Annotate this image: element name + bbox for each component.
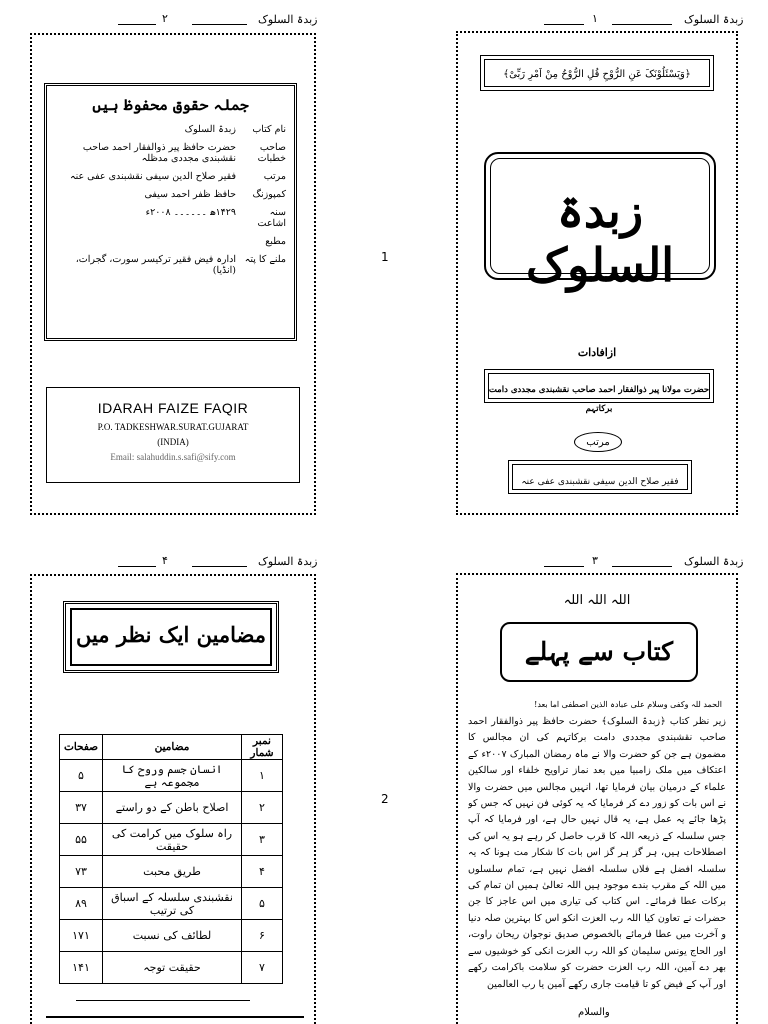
page-3-header-title: زبدۃ السلوک (684, 555, 744, 568)
copyright-row-7 (55, 254, 286, 276)
copyright-row-3 (55, 171, 286, 182)
row-page: ۵ (60, 760, 103, 792)
section-title-box (500, 622, 698, 682)
row-topic: انسان جسم وروح کا مجموعہ ہے (103, 760, 242, 792)
publisher-country: (INDIA) (157, 437, 189, 447)
row-label: مطبع (265, 236, 286, 247)
closing-salutation: والسلام (578, 1007, 610, 1018)
page-4-header-title: زبدۃ السلوک (258, 555, 318, 568)
book-title: زبدۃ السلوک (526, 184, 674, 292)
row-value: ادارہ فیض فقیر ترکیسر سورت، گجرات، (انڈیا) (75, 254, 236, 276)
publisher-address: P.O. TADKESHWAR.SURAT.GUJARAT (97, 422, 249, 432)
row-topic: اصلاح باطن کے دو راستے (103, 792, 242, 824)
publisher-name: IDARAH FAIZE FAQIR (97, 400, 249, 416)
toc-table (59, 734, 283, 984)
publisher-box (46, 387, 300, 483)
verse-text: ﴿وَیَسْئَلُوْنَکَ عَنِ الرُّوْحِ قُلِ الرُّوْحُ مِنْ اَمْرِ رَبِّیْ﴾ (503, 69, 691, 80)
row-label: ملنے کا پتہ (244, 254, 286, 265)
row-number: ۴ (242, 856, 283, 888)
table-row[interactable] (60, 760, 283, 792)
murattib-label: مرتب (586, 437, 610, 448)
page-3-frame (456, 573, 738, 1024)
compiler-box (508, 460, 692, 494)
copyright-row-1 (55, 124, 286, 135)
page-1-side-label: 1 (381, 250, 389, 264)
copyright-row-5 (55, 207, 286, 229)
bottom-rule (46, 1016, 304, 1018)
row-value: فقیر صلاح الدین سیفی نقشبندی عفی عنہ (70, 171, 236, 182)
row-page: ۱۷۱ (60, 920, 103, 952)
title-box (484, 152, 716, 292)
row-page: ۵۵ (60, 824, 103, 856)
table-row[interactable] (60, 792, 283, 824)
compiler-name: فقیر صلاح الدین سیفی نقشبندی عفی عنہ (521, 477, 679, 487)
opening-line: الحمد للہ وکفی وسلام علی عبادہ الذین اصطفی اما بعد! (534, 700, 722, 709)
row-topic: حقیقت توجہ (103, 952, 242, 984)
col-header-topic: مضامین (103, 735, 242, 760)
page-4-number: ۴ (162, 554, 168, 567)
page-1-number: ۱ (592, 12, 598, 25)
table-row[interactable] (60, 920, 283, 952)
row-value: زبدۃ السلوک (184, 124, 236, 135)
row-number: ۳ (242, 824, 283, 856)
row-number: ۱ (242, 760, 283, 792)
toc-title-box (63, 601, 279, 673)
bismillah: اللہ اللہ اللہ (563, 593, 631, 608)
table-row[interactable] (60, 952, 283, 984)
row-label: نام کتاب (252, 124, 286, 135)
row-value: حافظ ظفر احمد سیفی (144, 189, 236, 200)
toc-title: مضامین ایک نظر میں (75, 622, 267, 647)
publisher-email: Email: salahuddin.s.safi@sify.com (110, 452, 236, 462)
row-page: ۳۷ (60, 792, 103, 824)
row-topic: لطائف کی نسبت (103, 920, 242, 952)
preface-body: زیر نظر کتاب ﴿زبدۃ السلوک﴾ حضرت حافظ پیر ذوالفقار احمد صاحب نقشبندی مجددی دامت برکاتہم کی ان مجالس کا مضمون ہے جن کو حضرت والا نے ماہ رمضان المبارک ۲۰۰۷ء کے اعتکاف میں ملک زامبیا میں بعد نماز تراویح خلفاء اور سالکین علماء کے درمیان بیان فرمایا تھا، انہیں مجالس میں حضرت والا نے اس بات کو زور دے کر فرمایا کہ یہ کوئی فن نہیں کہ جس کو پڑھا جائے یہ عمل ہے، یہ قال نہیں حال ہے، اور فرمایا کہ آپ جس سلسلہ کے ذریعہ اللہ کا قرب حاصل کر رہے ہو یہ اس کی اصطلاحات ہیں، ہر گز ہر گز اس بات کا شکار مت ہونا کہ یہ سلسلہ افضل ہے فلاں سلسلہ افضل نہیں ہے، تمام سلسلوں میں اللہ کے مقرب بندے موجود ہیں اللہ تعالیٰ ہمیں ان تمام کی برکات عطا فرمائے۔ اس کتاب کی تیاری میں اس عاجز کا جن حضرات نے تعاون کیا اللہ رب العزت انکو اس کا بہترین صلہ دنیا و آخرت میں عطا فرمائے بالخصوص صدیق نوجوان ریحان راوت، اور الحاج یونس سلیمان کو اللہ رب العزت انکی کو خوشیوں سے بھر دے آمین، اللہ رب العزت حضرت کو سلامت باکرامت رکھے اور آپ کے فیض کو تا قیامت جاری رکھے آمین یا رب العالمین (468, 716, 726, 990)
row-topic: طریق محبت (103, 856, 242, 888)
row-topic: نقشبندی سلسلہ کے اسباق کی ترتیب (103, 888, 242, 920)
azafadat-label: ازافادات (577, 346, 617, 359)
col-header-pages: صفحات (60, 735, 103, 760)
page-2-number: ۲ (162, 12, 168, 25)
copyright-box (44, 83, 297, 341)
page-4-frame (30, 574, 316, 1024)
divider (76, 1000, 250, 1001)
copyright-title: جملہ حقوق محفوظ ہیں (92, 96, 249, 114)
table-row[interactable] (60, 888, 283, 920)
row-page: ۸۹ (60, 888, 103, 920)
murattib-oval (574, 432, 622, 452)
table-row[interactable] (60, 824, 283, 856)
copyright-row-4 (55, 189, 286, 200)
row-number: ۲ (242, 792, 283, 824)
verse-box (480, 55, 714, 91)
page-2-frame (30, 33, 316, 515)
page-3-side-label: 2 (381, 792, 389, 806)
page-3-number: ۳ (592, 554, 598, 567)
author-box (484, 369, 714, 414)
row-page: ۱۴۱ (60, 952, 103, 984)
page-1-header-title: زبدۃ السلوک (684, 13, 744, 26)
row-topic: راہ سلوک میں کرامت کی حقیقت (103, 824, 242, 856)
author-name: حضرت مولانا پیر ذوالفقار احمد صاحب نقشبندی مجددی دامت برکاتہم (488, 385, 710, 414)
row-label: کمپوزنگ (252, 189, 286, 200)
page-2-header-title: زبدۃ السلوک (258, 13, 318, 26)
row-number: ۶ (242, 920, 283, 952)
row-page: ۷۳ (60, 856, 103, 888)
copyright-row-2 (55, 142, 286, 164)
row-value: ۱۴۲۹ھ ۔۔۔۔۔۔ ۲۰۰۸ء (145, 207, 236, 218)
copyright-row-6 (55, 236, 286, 247)
row-label: سنہ اشاعت (257, 207, 286, 229)
row-number: ۷ (242, 952, 283, 984)
row-label: مرتب (263, 171, 286, 182)
table-row[interactable] (60, 856, 283, 888)
row-number: ۵ (242, 888, 283, 920)
row-value: حضرت حافظ پیر ذوالفقار احمد صاحب نقشبندی مجددی مدظلہ (82, 142, 236, 164)
section-title: کتاب سے پہلے (524, 637, 674, 666)
col-header-number: نمبر شمار (242, 735, 283, 760)
page-1-frame (456, 31, 738, 515)
row-label: صاحب خطبات (257, 142, 286, 164)
